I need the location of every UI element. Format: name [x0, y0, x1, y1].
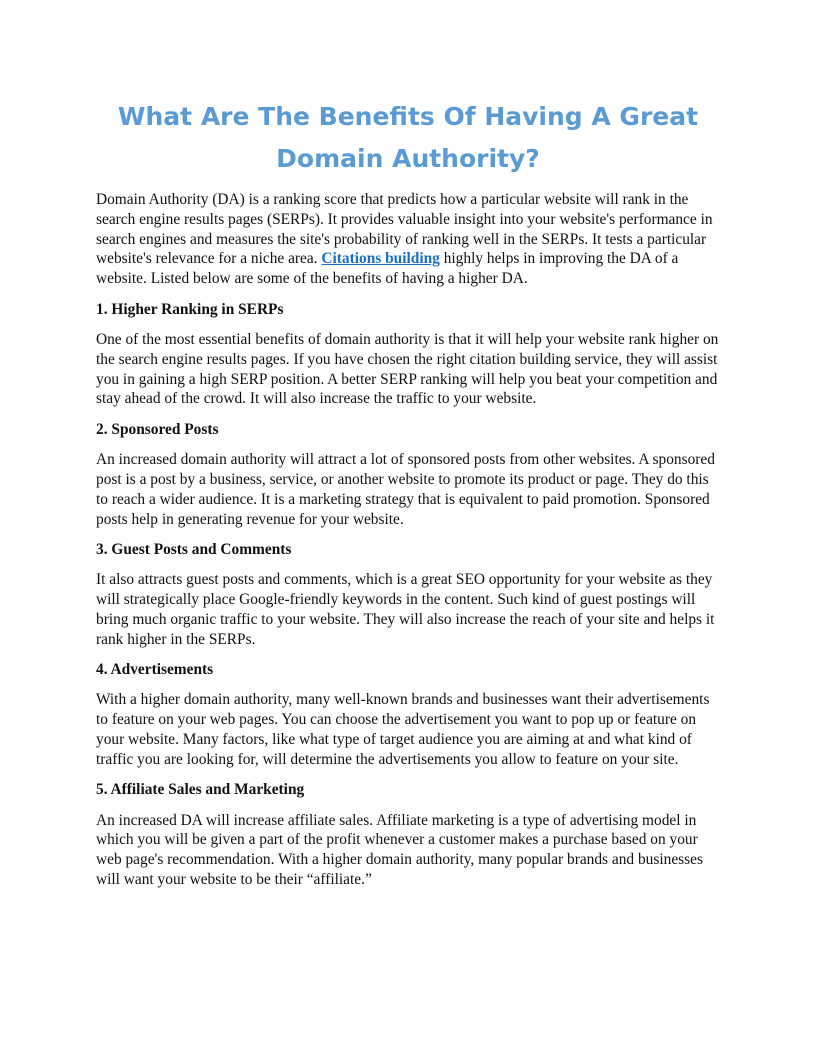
section-heading-affiliate-sales: 5. Affiliate Sales and Marketing [96, 781, 305, 799]
intro-text-after-link: highly helps in improving the DA of a website. Listed below are some of the benefits of having a higher DA. [96, 250, 679, 288]
citations-building-link[interactable]: Citations building [321, 250, 440, 268]
intro-paragraph [96, 190, 720, 289]
section-heading-higher-ranking: 1. Higher Ranking in SERPs [96, 300, 284, 318]
section-body-affiliate-sales: An increased DA will increase affiliate sales. Affiliate marketing is a type of advertising model in which you will be given a part of the profit whenever a customer makes a purchase based on your web page's recommendation. With a higher domain authority, many popular brands and businesses will want your website to be their “affiliate.” [96, 811, 703, 889]
section-body-higher-ranking: One of the most essential benefits of domain authority is that it will help your website rank higher on the search engine results pages. If you have chosen the right citation building service, they will assist you in gaining a high SERP position. A better SERP ranking will help you beat your competition and stay ahead of the crowd. It will also increase the traffic to your website. [96, 330, 719, 408]
section-heading-sponsored-posts: 2. Sponsored Posts [96, 420, 219, 438]
document-body [96, 190, 720, 900]
page-title: What Are The Benefits Of Having A Great Domain Authority? [117, 102, 699, 173]
intro-text-before-link: Domain Authority (DA) is a ranking score that predicts how a particular website will rank in the search engine results pages (SERPs). It provides valuable insight into your website's performance in search engines and measures the site's probability of ranking well in the SERPs. It tests a particular website's relevance for a niche area. [96, 191, 713, 268]
section-body-advertisements: With a higher domain authority, many well-known brands and businesses want their advertisements to feature on your web pages. You can choose the advertisement you want to pop up or feature on your website. Many factors, like what type of target audience you are aiming at and what kind of traffic you are looking for, will determine the advertisements you allow to feature on your site. [96, 691, 710, 768]
section-heading-guest-posts: 3. Guest Posts and Comments [96, 540, 292, 558]
section-body-guest-posts: It also attracts guest posts and comments, which is a great SEO opportunity for your website as they will strategically place Google-friendly keywords in the content. Such kind of guest postings will bring much organic traffic to your website. They will also increase the reach of your site and helps it rank higher in the SERPs. [96, 571, 715, 648]
section-body-sponsored-posts: An increased domain authority will attract a lot of sponsored posts from other websites. A sponsored post is a post by a business, service, or another website to promote its product or page. They do this to reach a wider audience. It is a marketing strategy that is equivalent to paid promotion. Sponsored posts help in generating revenue for your website. [96, 451, 715, 528]
section-heading-advertisements: 4. Advertisements [96, 661, 214, 679]
